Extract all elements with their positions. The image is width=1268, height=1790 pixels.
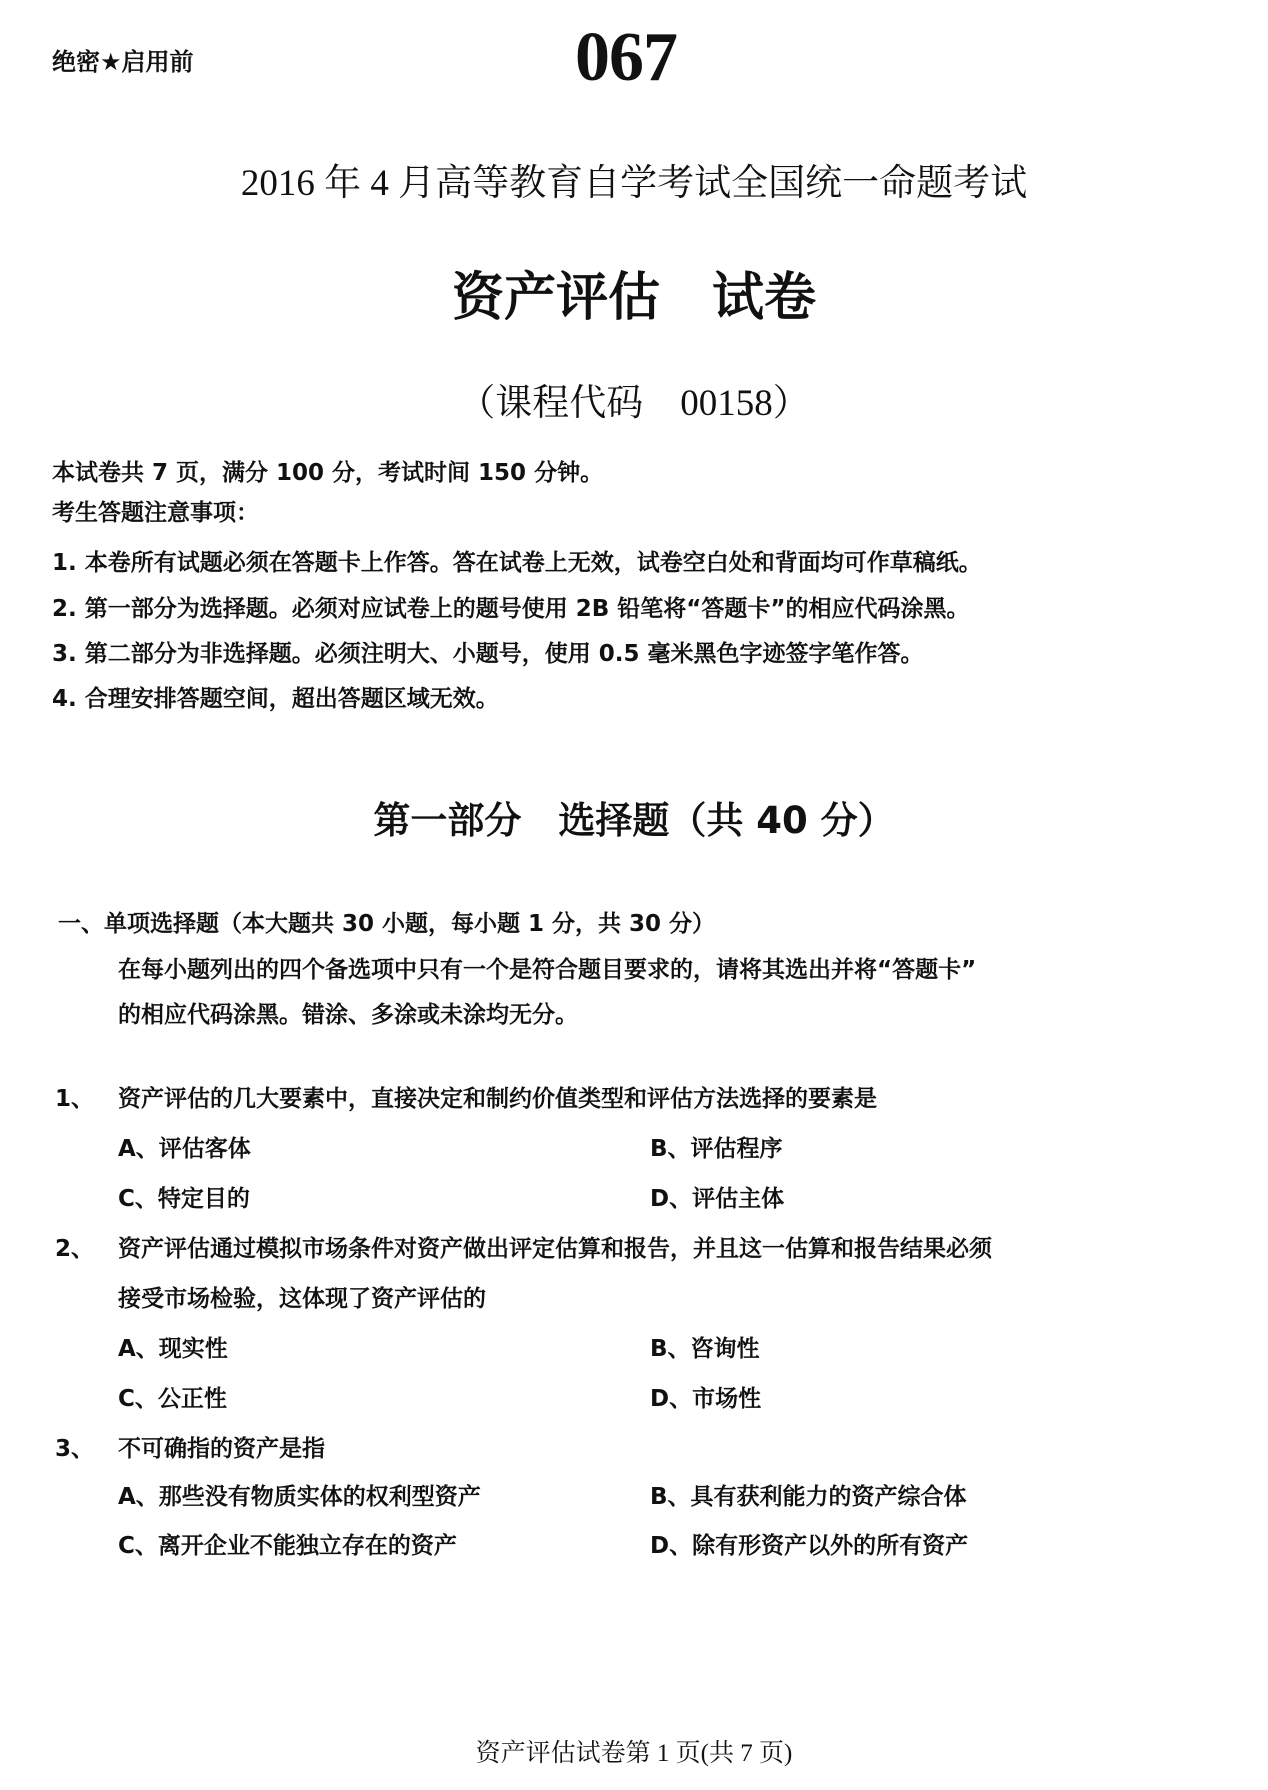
question-text: 资产评估通过模拟市场条件对资产做出评定估算和报告，并且这一估算和报告结果必须 (118, 1236, 992, 1262)
option-d: D、除有形资产以外的所有资产 (650, 1533, 969, 1559)
option-b: B、咨询性 (650, 1336, 760, 1362)
option-a: A、评估客体 (118, 1136, 251, 1162)
notes-heading: 考生答题注意事项： (52, 500, 259, 526)
question-number: 3、 (55, 1436, 95, 1462)
option-c: C、特定目的 (118, 1186, 250, 1212)
exam-title: 2016 年 4 月高等教育自学考试全国统一命题考试 (240, 163, 1028, 204)
option-b: B、具有获利能力的资产综合体 (650, 1484, 967, 1510)
question-number: 2、 (55, 1236, 95, 1262)
option-c: C、离开企业不能独立存在的资产 (118, 1533, 457, 1559)
paper-summary: 本试卷共 7 页，满分 100 分，考试时间 150 分钟。 (52, 460, 604, 486)
course-code: （课程代码 00158） (458, 383, 810, 424)
question-text: 不可确指的资产是指 (118, 1436, 325, 1462)
section-instruction: 的相应代码涂黑。错涂、多涂或未涂均无分。 (118, 1002, 578, 1028)
section-heading: 一、单项选择题（本大题共 30 小题，每小题 1 分，共 30 分） (58, 911, 716, 937)
note-item: 3. 第二部分为非选择题。必须注明大、小题号，使用 0.5 毫米黑色字迹签字笔作答。 (52, 641, 924, 667)
option-a: A、那些没有物质实体的权利型资产 (118, 1484, 481, 1510)
question-text: 接受市场检验，这体现了资产评估的 (118, 1286, 486, 1312)
part-title: 第一部分 选择题（共 40 分） (373, 799, 895, 842)
note-item: 1. 本卷所有试题必须在答题卡上作答。答在试卷上无效，试卷空白处和背面均可作草稿纸。 (52, 550, 982, 576)
note-item: 4. 合理安排答题空间，超出答题区域无效。 (52, 686, 499, 712)
note-item: 2. 第一部分为选择题。必须对应试卷上的题号使用 2B 铅笔将“答题卡”的相应代码涂黑。 (52, 596, 970, 622)
option-c: C、公正性 (118, 1386, 227, 1412)
confidential-label: 绝密★启用前 (52, 48, 194, 76)
question-number: 1、 (55, 1086, 95, 1112)
paper-code: 067 (575, 19, 677, 96)
option-b: B、评估程序 (650, 1136, 783, 1162)
paper-title: 资产评估 试卷 (451, 267, 816, 328)
option-d: D、市场性 (650, 1386, 762, 1412)
page-footer: 资产评估试卷第 1 页(共 7 页) (475, 1740, 793, 1767)
option-d: D、评估主体 (650, 1186, 785, 1212)
question-text: 资产评估的几大要素中，直接决定和制约价值类型和评估方法选择的要素是 (118, 1086, 877, 1112)
option-a: A、现实性 (118, 1336, 228, 1362)
section-instruction: 在每小题列出的四个备选项中只有一个是符合题目要求的，请将其选出并将“答题卡” (118, 957, 977, 983)
